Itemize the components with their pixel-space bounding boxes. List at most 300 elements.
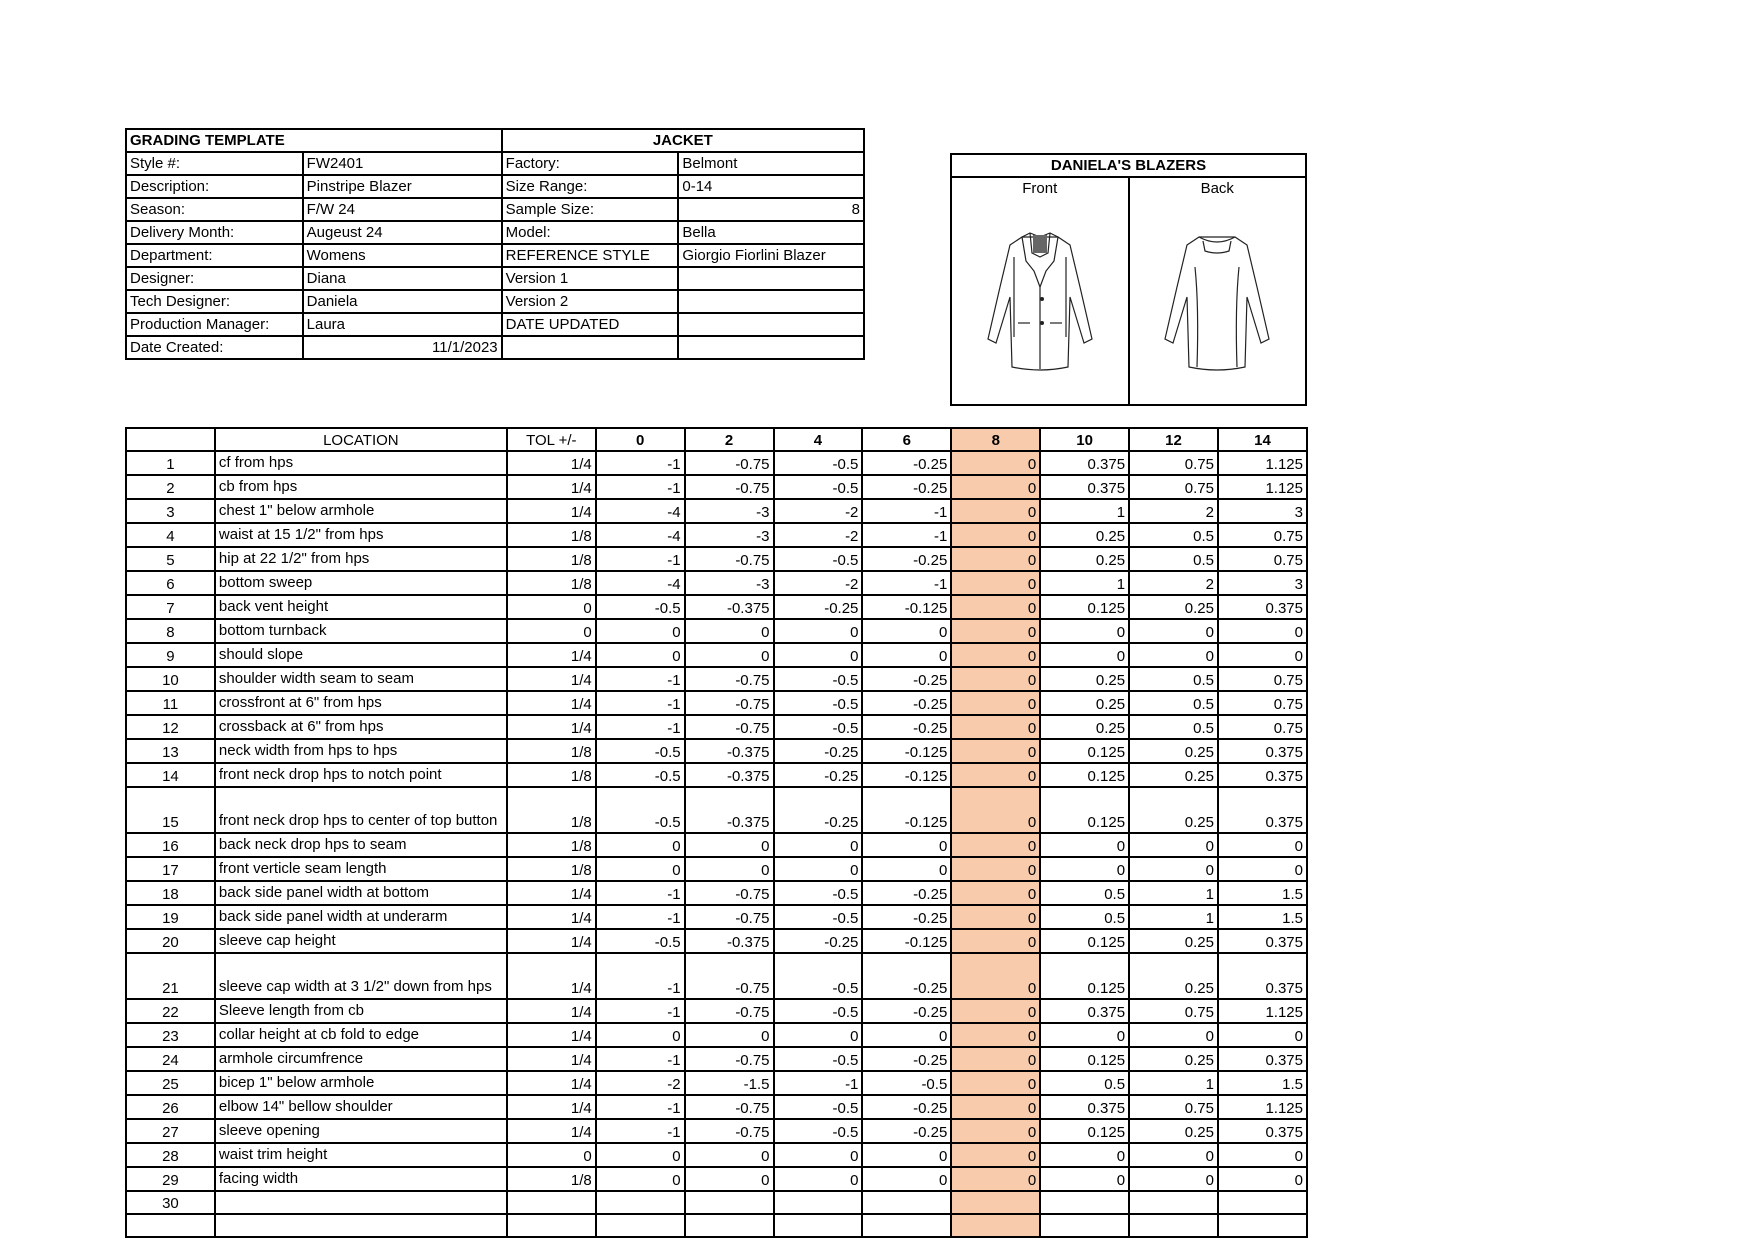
grade-value-cell: 0 — [951, 1167, 1040, 1191]
grade-value-cell: -3 — [685, 523, 774, 547]
tolerance-cell: 1/4 — [507, 953, 596, 999]
spec-label: DATE UPDATED — [502, 313, 679, 336]
grade-value-cell — [1218, 1191, 1307, 1214]
grade-value-cell: 0 — [862, 833, 951, 857]
grade-value-cell: -1 — [862, 571, 951, 595]
grade-value-cell: -0.5 — [596, 739, 685, 763]
grade-value-cell: -0.75 — [685, 1047, 774, 1071]
spec-row — [126, 267, 864, 290]
tolerance-cell: 1/4 — [507, 499, 596, 523]
grade-value-cell: -0.125 — [862, 929, 951, 953]
grade-value-cell — [774, 1214, 863, 1237]
table-row — [126, 953, 1307, 999]
grade-value-cell: -0.25 — [862, 715, 951, 739]
row-number: 4 — [126, 523, 215, 547]
grade-value-cell: 1 — [1129, 1071, 1218, 1095]
tolerance-header: TOL +/- — [507, 428, 596, 451]
grade-value-cell: 0.75 — [1129, 999, 1218, 1023]
grade-value-cell: 1 — [1040, 499, 1129, 523]
spec-row — [126, 221, 864, 244]
grade-value-cell: -0.75 — [685, 953, 774, 999]
grade-value-cell: 0 — [951, 787, 1040, 833]
spec-value — [678, 267, 864, 290]
table-row — [126, 1119, 1307, 1143]
spec-value: Daniela — [303, 290, 502, 313]
grade-value-cell: -1 — [596, 451, 685, 475]
grade-value-cell: 0 — [1040, 619, 1129, 643]
table-row — [126, 763, 1307, 787]
table-row — [126, 667, 1307, 691]
grade-value-cell: -2 — [774, 571, 863, 595]
table-row — [126, 475, 1307, 499]
grade-value-cell: 1 — [1040, 571, 1129, 595]
grade-value-cell: 0 — [951, 547, 1040, 571]
tolerance-cell: 1/8 — [507, 787, 596, 833]
location-cell: armhole circumfrence — [215, 1047, 507, 1071]
grade-value-cell: 0 — [1218, 833, 1307, 857]
grade-value-cell: 0.375 — [1218, 929, 1307, 953]
grade-value-cell — [1040, 1214, 1129, 1237]
grade-value-cell: 0.375 — [1218, 763, 1307, 787]
row-number: 25 — [126, 1071, 215, 1095]
spec-label: Season: — [126, 198, 303, 221]
size-header-4: 4 — [774, 428, 863, 451]
grade-value-cell: -1 — [596, 953, 685, 999]
grade-value-cell: -0.5 — [774, 953, 863, 999]
grade-value-cell: -0.5 — [596, 787, 685, 833]
grade-value-cell: 0.375 — [1218, 787, 1307, 833]
location-cell: collar height at cb fold to edge — [215, 1023, 507, 1047]
grading-header-row — [126, 428, 1307, 451]
grade-value-cell: 0.125 — [1040, 595, 1129, 619]
row-number: 30 — [126, 1191, 215, 1214]
table-row — [126, 905, 1307, 929]
grade-value-cell: -0.375 — [685, 739, 774, 763]
tolerance-cell: 1/8 — [507, 739, 596, 763]
grading-table — [125, 427, 1308, 1238]
grade-value-cell: 0 — [1218, 619, 1307, 643]
grade-value-cell: 0 — [596, 619, 685, 643]
grade-value-cell: -0.5 — [774, 999, 863, 1023]
spec-label: Model: — [502, 221, 679, 244]
grade-value-cell: -0.25 — [862, 451, 951, 475]
grade-value-cell: 0.75 — [1218, 523, 1307, 547]
grade-value-cell: -0.25 — [862, 905, 951, 929]
spec-value — [678, 290, 864, 313]
grade-value-cell: -0.75 — [685, 1119, 774, 1143]
grade-value-cell: -0.25 — [774, 595, 863, 619]
grade-value-cell: 0 — [951, 475, 1040, 499]
grade-value-cell: 0.5 — [1129, 547, 1218, 571]
row-number: 22 — [126, 999, 215, 1023]
row-number: 20 — [126, 929, 215, 953]
tolerance-cell — [507, 1214, 596, 1237]
tolerance-cell: 1/8 — [507, 1167, 596, 1191]
spec-label: Delivery Month: — [126, 221, 303, 244]
table-row — [126, 1047, 1307, 1071]
grade-value-cell: -1 — [596, 547, 685, 571]
grade-value-cell: -0.5 — [774, 1119, 863, 1143]
grade-value-cell — [951, 1191, 1040, 1214]
grade-value-cell: -2 — [596, 1071, 685, 1095]
location-cell: sleeve cap height — [215, 929, 507, 953]
grade-value-cell: 0 — [1040, 857, 1129, 881]
tolerance-cell: 1/4 — [507, 1119, 596, 1143]
spec-value: FW2401 — [303, 152, 502, 175]
grade-value-cell: -1 — [596, 1047, 685, 1071]
size-header-14: 14 — [1218, 428, 1307, 451]
location-cell: should slope — [215, 643, 507, 667]
table-row — [126, 999, 1307, 1023]
grade-value-cell: 0 — [1218, 1143, 1307, 1167]
tolerance-cell: 1/8 — [507, 547, 596, 571]
grade-value-cell: 0 — [774, 1167, 863, 1191]
row-number: 15 — [126, 787, 215, 833]
spec-value: 11/1/2023 — [303, 336, 502, 359]
location-cell: back vent height — [215, 595, 507, 619]
size-header-0: 0 — [596, 428, 685, 451]
grade-value-cell: -0.75 — [685, 905, 774, 929]
grade-value-cell: 0 — [951, 499, 1040, 523]
row-number: 14 — [126, 763, 215, 787]
grade-value-cell: -2 — [774, 499, 863, 523]
spec-label: Style #: — [126, 152, 303, 175]
spec-value: Augeust 24 — [303, 221, 502, 244]
grade-value-cell: 0 — [951, 643, 1040, 667]
tolerance-cell: 1/8 — [507, 763, 596, 787]
spec-value: Belmont — [678, 152, 864, 175]
grade-value-cell: 0.25 — [1040, 667, 1129, 691]
table-row — [126, 1191, 1307, 1214]
grade-value-cell: -0.25 — [862, 1119, 951, 1143]
grade-value-cell: 0 — [862, 1143, 951, 1167]
tolerance-cell — [507, 1191, 596, 1214]
spec-value — [678, 336, 864, 359]
spec-row — [126, 313, 864, 336]
grade-value-cell: 0.5 — [1040, 905, 1129, 929]
grade-value-cell: 0.75 — [1129, 451, 1218, 475]
tolerance-cell: 1/4 — [507, 643, 596, 667]
grade-value-cell: 0.5 — [1129, 667, 1218, 691]
row-number: 27 — [126, 1119, 215, 1143]
tolerance-cell: 0 — [507, 619, 596, 643]
grade-value-cell: -0.75 — [685, 451, 774, 475]
front-label: Front — [951, 177, 1129, 199]
grade-value-cell: 0 — [774, 619, 863, 643]
grade-value-cell: 0.375 — [1040, 1095, 1129, 1119]
grade-value-cell: -0.25 — [862, 475, 951, 499]
grade-value-cell: -4 — [596, 571, 685, 595]
grade-value-cell: 0.375 — [1218, 1047, 1307, 1071]
tolerance-cell: 1/4 — [507, 929, 596, 953]
grade-value-cell: 0 — [685, 619, 774, 643]
grade-value-cell: 0 — [685, 833, 774, 857]
grade-value-cell: 0.75 — [1218, 547, 1307, 571]
location-header: LOCATION — [215, 428, 507, 451]
row-number: 6 — [126, 571, 215, 595]
row-number: 21 — [126, 953, 215, 999]
grade-value-cell: 0.25 — [1040, 715, 1129, 739]
grade-value-cell: -0.5 — [774, 451, 863, 475]
grade-value-cell: -0.5 — [774, 881, 863, 905]
grade-value-cell — [774, 1191, 863, 1214]
grade-value-cell: 0 — [951, 1071, 1040, 1095]
grade-value-cell — [951, 1214, 1040, 1237]
grade-value-cell: 0 — [951, 1047, 1040, 1071]
row-number: 11 — [126, 691, 215, 715]
grade-value-cell: -0.125 — [862, 787, 951, 833]
grade-value-cell: 0.25 — [1040, 523, 1129, 547]
size-header-6: 6 — [862, 428, 951, 451]
grade-value-cell: 0 — [596, 1023, 685, 1047]
grade-value-cell: -0.75 — [685, 999, 774, 1023]
blazer-front-sketch — [960, 227, 1120, 377]
table-row — [126, 547, 1307, 571]
grade-value-cell: 0.5 — [1040, 1071, 1129, 1095]
tolerance-cell: 1/4 — [507, 475, 596, 499]
grade-value-cell: 0 — [774, 1023, 863, 1047]
row-number: 16 — [126, 833, 215, 857]
row-number: 24 — [126, 1047, 215, 1071]
grade-value-cell: 0.25 — [1040, 691, 1129, 715]
grade-value-cell: 0 — [1040, 1167, 1129, 1191]
location-cell: waist at 15 1/2" from hps — [215, 523, 507, 547]
grade-value-cell: 0 — [685, 1167, 774, 1191]
row-number: 23 — [126, 1023, 215, 1047]
template-title: GRADING TEMPLATE — [130, 131, 285, 149]
tolerance-cell: 1/4 — [507, 1023, 596, 1047]
spec-label: Description: — [126, 175, 303, 198]
grade-value-cell: -0.5 — [774, 547, 863, 571]
location-cell: back neck drop hps to seam — [215, 833, 507, 857]
tolerance-cell: 1/4 — [507, 1095, 596, 1119]
spec-value: Giorgio Fiorlini Blazer — [678, 244, 864, 267]
table-row — [126, 1167, 1307, 1191]
size-header-2: 2 — [685, 428, 774, 451]
grade-value-cell: 1.5 — [1218, 1071, 1307, 1095]
spec-label: Factory: — [502, 152, 679, 175]
grade-value-cell: -0.25 — [862, 953, 951, 999]
grade-value-cell: 0.375 — [1040, 999, 1129, 1023]
grade-value-cell: -0.75 — [685, 715, 774, 739]
grade-value-cell: -0.25 — [774, 929, 863, 953]
grade-value-cell: -0.5 — [774, 691, 863, 715]
grade-value-cell: 1.125 — [1218, 999, 1307, 1023]
grade-value-cell: -0.75 — [685, 691, 774, 715]
tolerance-cell: 1/4 — [507, 691, 596, 715]
grade-value-cell: -0.75 — [685, 475, 774, 499]
table-row — [126, 787, 1307, 833]
grade-value-cell: 0.25 — [1129, 1119, 1218, 1143]
grade-value-cell: 0.125 — [1040, 929, 1129, 953]
grade-value-cell: 0.25 — [1129, 1047, 1218, 1071]
spec-value: 0-14 — [678, 175, 864, 198]
grade-value-cell: 0.375 — [1218, 739, 1307, 763]
grade-value-cell: 0.125 — [1040, 787, 1129, 833]
row-number: 17 — [126, 857, 215, 881]
spec-value: Laura — [303, 313, 502, 336]
location-cell: bicep 1" below armhole — [215, 1071, 507, 1095]
location-cell: cb from hps — [215, 475, 507, 499]
grade-value-cell: -0.5 — [774, 1047, 863, 1071]
row-number: 28 — [126, 1143, 215, 1167]
spec-row — [126, 244, 864, 267]
grade-value-cell: 0 — [862, 857, 951, 881]
grade-value-cell: -0.5 — [596, 929, 685, 953]
grade-value-cell: -0.125 — [862, 595, 951, 619]
grade-value-cell: 0.375 — [1218, 1119, 1307, 1143]
tolerance-cell: 0 — [507, 1143, 596, 1167]
row-number: 3 — [126, 499, 215, 523]
grade-value-cell: -0.5 — [596, 763, 685, 787]
row-number: 13 — [126, 739, 215, 763]
blazer-back-sketch — [1137, 227, 1297, 377]
grade-value-cell: -0.25 — [862, 547, 951, 571]
grade-value-cell: 0 — [1218, 643, 1307, 667]
grade-value-cell: -1 — [862, 523, 951, 547]
table-row — [126, 691, 1307, 715]
grade-value-cell: -0.25 — [862, 1047, 951, 1071]
spec-value: Diana — [303, 267, 502, 290]
grade-value-cell: 0 — [1218, 857, 1307, 881]
grade-value-cell: 0 — [1129, 1167, 1218, 1191]
grade-value-cell: 0 — [862, 619, 951, 643]
grade-value-cell: 0 — [596, 1167, 685, 1191]
grade-value-cell: 0 — [596, 833, 685, 857]
sketch-title: DANIELA'S BLAZERS — [951, 154, 1306, 177]
grade-value-cell: -0.75 — [685, 547, 774, 571]
grade-value-cell: 0 — [1040, 833, 1129, 857]
location-cell: front neck drop hps to center of top button — [215, 787, 507, 833]
grade-value-cell: -2 — [774, 523, 863, 547]
table-row — [126, 739, 1307, 763]
spec-label: Sample Size: — [502, 198, 679, 221]
size-header-12: 12 — [1129, 428, 1218, 451]
grade-value-cell: -0.375 — [685, 763, 774, 787]
grade-value-cell — [1218, 1214, 1307, 1237]
row-number: 12 — [126, 715, 215, 739]
grade-value-cell: 0 — [1129, 1143, 1218, 1167]
spec-value: Womens — [303, 244, 502, 267]
location-cell: chest 1" below armhole — [215, 499, 507, 523]
grade-value-cell: -0.375 — [685, 787, 774, 833]
table-row — [126, 643, 1307, 667]
tolerance-cell: 1/4 — [507, 1047, 596, 1071]
grade-value-cell: -0.125 — [862, 739, 951, 763]
grade-value-cell: 0 — [774, 1143, 863, 1167]
grade-value-cell: 0 — [685, 643, 774, 667]
sketch-panel — [950, 153, 1307, 406]
grade-value-cell: 0.125 — [1040, 1047, 1129, 1071]
row-number: 5 — [126, 547, 215, 571]
grade-value-cell: 0.75 — [1218, 715, 1307, 739]
grade-value-cell: 0.125 — [1040, 1119, 1129, 1143]
table-row — [126, 929, 1307, 953]
grade-value-cell: 0 — [951, 857, 1040, 881]
location-cell: neck width from hps to hps — [215, 739, 507, 763]
row-number: 19 — [126, 905, 215, 929]
location-cell: crossback at 6" from hps — [215, 715, 507, 739]
tolerance-cell: 1/4 — [507, 667, 596, 691]
grade-value-cell: -1 — [596, 999, 685, 1023]
grade-value-cell: 0 — [1218, 1167, 1307, 1191]
back-sketch-cell — [1129, 199, 1307, 405]
spec-label: Size Range: — [502, 175, 679, 198]
grade-value-cell: 0.5 — [1129, 691, 1218, 715]
location-cell: front verticle seam length — [215, 857, 507, 881]
grade-value-cell: 0.75 — [1218, 691, 1307, 715]
tolerance-cell: 1/4 — [507, 1071, 596, 1095]
table-row — [126, 523, 1307, 547]
spec-value: 8 — [678, 198, 864, 221]
grade-value-cell: 0 — [951, 1119, 1040, 1143]
table-row — [126, 499, 1307, 523]
tolerance-cell: 1/8 — [507, 523, 596, 547]
grade-value-cell: -0.75 — [685, 1095, 774, 1119]
location-cell: cf from hps — [215, 451, 507, 475]
grade-value-cell: 0.25 — [1040, 547, 1129, 571]
grade-value-cell: 0 — [596, 643, 685, 667]
location-cell: bottom sweep — [215, 571, 507, 595]
table-row — [126, 857, 1307, 881]
grade-value-cell: 0.25 — [1129, 953, 1218, 999]
spec-label: Version 2 — [502, 290, 679, 313]
location-cell: facing width — [215, 1167, 507, 1191]
location-cell: waist trim height — [215, 1143, 507, 1167]
spec-label: Department: — [126, 244, 303, 267]
spec-value: Pinstripe Blazer — [303, 175, 502, 198]
grade-value-cell — [685, 1214, 774, 1237]
grade-value-cell — [685, 1191, 774, 1214]
grade-value-cell — [862, 1214, 951, 1237]
spec-label: Designer: — [126, 267, 303, 290]
location-cell: shoulder width seam to seam — [215, 667, 507, 691]
table-row — [126, 1214, 1307, 1237]
row-number: 2 — [126, 475, 215, 499]
grade-value-cell: -1 — [596, 475, 685, 499]
grade-value-cell: -1 — [596, 881, 685, 905]
grade-value-cell: 0 — [862, 1023, 951, 1047]
grade-value-cell: 0.375 — [1040, 451, 1129, 475]
grade-value-cell: -3 — [685, 571, 774, 595]
row-number: 26 — [126, 1095, 215, 1119]
grade-value-cell: 0 — [951, 1143, 1040, 1167]
grade-value-cell: 0 — [1129, 643, 1218, 667]
grade-value-cell: 0 — [1129, 1023, 1218, 1047]
table-row — [126, 1071, 1307, 1095]
table-row — [126, 1023, 1307, 1047]
grade-value-cell: -0.5 — [596, 595, 685, 619]
grade-value-cell: 2 — [1129, 571, 1218, 595]
row-number: 10 — [126, 667, 215, 691]
grade-value-cell: 0 — [951, 595, 1040, 619]
table-row — [126, 833, 1307, 857]
grade-value-cell: -1 — [862, 499, 951, 523]
row-number: 8 — [126, 619, 215, 643]
table-row — [126, 715, 1307, 739]
location-cell: Sleeve length from cb — [215, 999, 507, 1023]
spec-value: F/W 24 — [303, 198, 502, 221]
grade-value-cell: 0 — [951, 1095, 1040, 1119]
grade-value-cell: -0.5 — [862, 1071, 951, 1095]
grade-value-cell: 0.5 — [1129, 523, 1218, 547]
tolerance-cell: 0 — [507, 595, 596, 619]
grade-value-cell: 0.75 — [1218, 667, 1307, 691]
grade-value-cell: 0.25 — [1129, 787, 1218, 833]
grade-value-cell: 0.25 — [1129, 739, 1218, 763]
grade-value-cell: -0.5 — [774, 715, 863, 739]
grade-value-cell: 0 — [951, 881, 1040, 905]
